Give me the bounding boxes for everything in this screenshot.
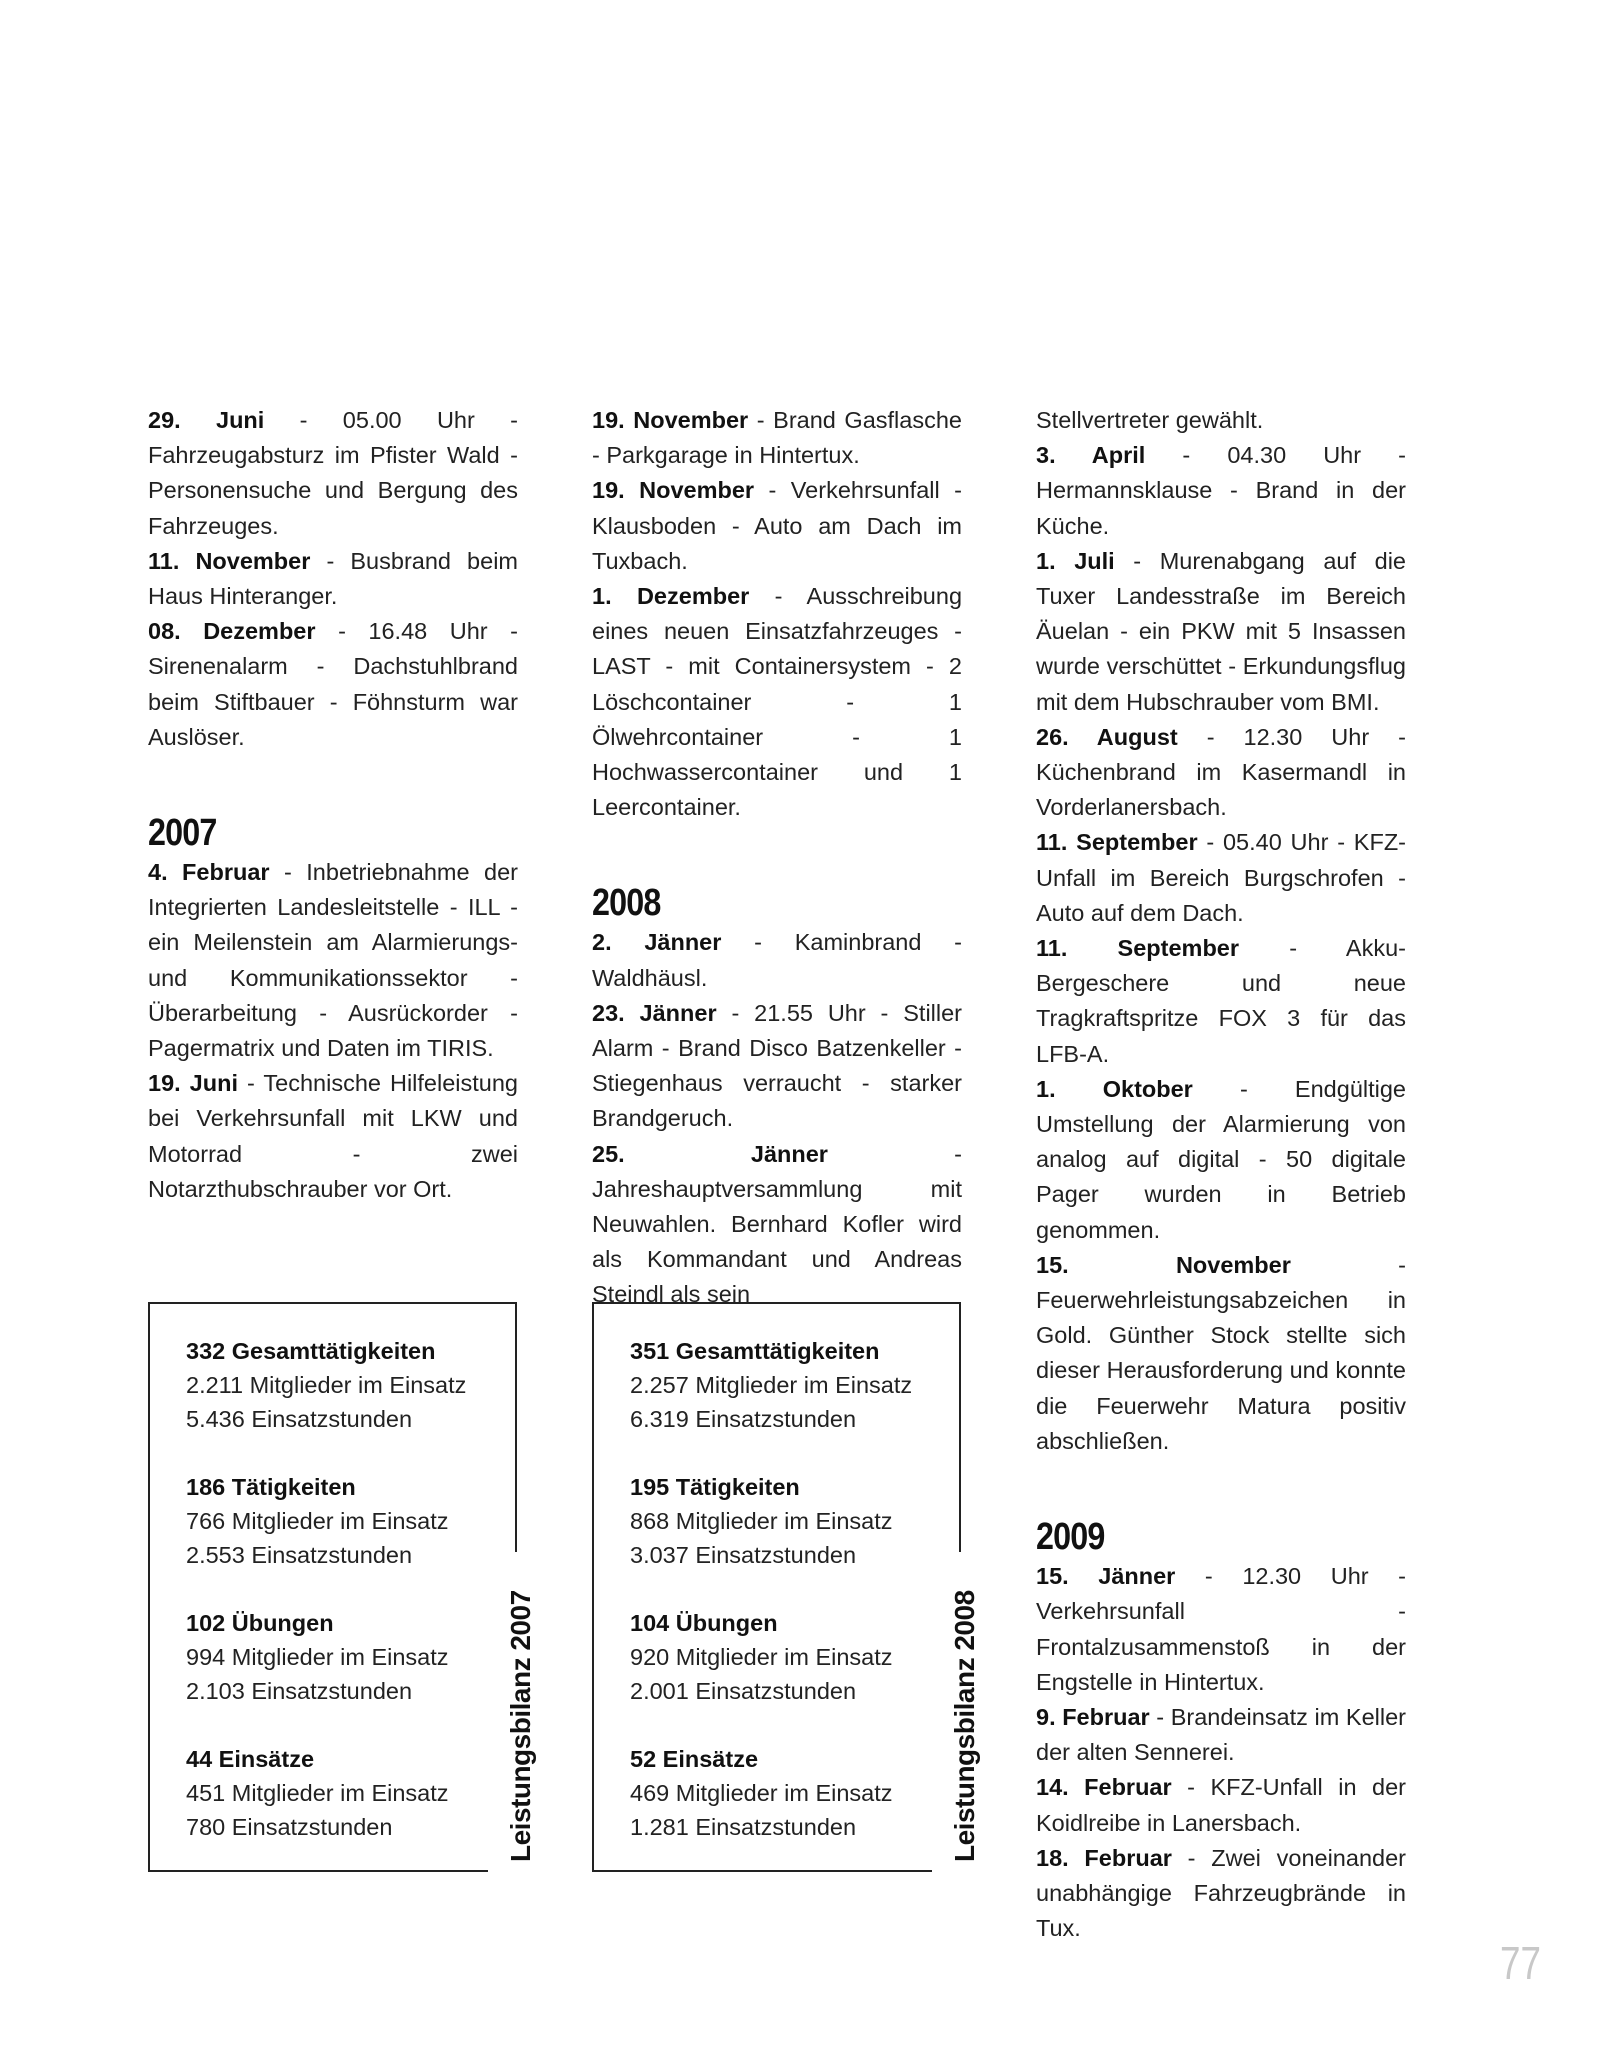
stat-line: 2.103 Einsatzstunden [186,1678,413,1704]
entry-text: - 05.00 Uhr - Fahrzeugabsturz im Pfister Wald - Personensuche und Bergung des Fahrzeuges. [148,407,518,539]
chronicle-entry [148,855,518,1066]
entry-date: 26. August [1036,723,1178,750]
box-border-right [959,1302,961,1552]
year-spacer [148,755,518,811]
stat-group [630,1334,912,1436]
stat-heading: 102 Übungen [186,1610,334,1636]
chronicle-entry [592,996,962,1137]
entry-date: 9. Februar [1036,1703,1150,1730]
stat-line: 994 Mitglieder im Einsatz [186,1644,449,1670]
chronicle-entry [592,1137,962,1313]
chronicle-entry [592,579,962,825]
chronicle-entry [1036,1559,1406,1700]
entry-text: - Murenabgang auf die Tuxer Landesstraße im Bereich Äuelan - ein PKW mit 5 Insassen wurde verschüttet - Erkundungsflug mit dem Hubschrauber vom BMI. [1036,547,1406,715]
entry-text: - Technische Hilfeleistung bei Verkehrsunfall mit LKW und Motorrad - zwei Notarzthubschrauber vor Ort. [148,1070,518,1202]
stat-line: 2.211 Mitglieder im Einsatz [186,1372,467,1398]
stat-heading: 351 Gesamttätigkeiten [630,1338,880,1364]
stat-group [630,1470,912,1572]
entry-text: - Inbetriebnahme der Integrierten Landesleitstelle - ILL - ein Meilenstein am Alarmierungs- und Kommunikationssektor - Überarbeitung - Ausrückorder - Pagermatrix und Daten im TIRIS. [148,859,518,1062]
column-3 [1036,403,1406,1946]
stat-line: 2.257 Mitglieder im Einsatz [630,1372,913,1398]
entry-text: - Kaminbrand - Waldhäusl. [592,929,962,991]
chronicle-entry [1036,544,1406,720]
stat-line: 5.436 Einsatzstunden [186,1406,413,1432]
bilanz-2008-stats [630,1334,912,1878]
box-border-top [592,1302,961,1304]
leistungsbilanz-2008-box [592,1302,980,1872]
stat-line: 2.553 Einsatzstunden [186,1542,413,1568]
stat-group [186,1742,466,1844]
entry-date: 1. Dezember [592,583,750,610]
page-number: 77 [1500,1937,1541,1989]
year-spacer [1036,1459,1406,1515]
entry-text: - 12.30 Uhr - Verkehrsunfall - Frontalzusammenstoß in der Engstelle in Hintertux. [1036,1563,1406,1695]
entry-date: 23. Jänner [592,999,717,1026]
entry-text: - Verkehrsunfall - Klausboden - Auto am Dach im Tuxbach. [592,477,962,574]
box-border-right [515,1302,517,1552]
bilanz-2007-stats [186,1334,466,1878]
entry-date: 2. Jänner [592,929,722,956]
entry-text: Stellvertreter gewählt. [1036,407,1264,433]
entry-date: 15. November [1036,1251,1291,1278]
entry-date: 4. Februar [148,859,270,886]
year-heading: 2007 [148,812,217,855]
year-spacer [592,825,962,881]
stat-heading: 186 Tätigkeiten [186,1474,356,1500]
box-border-top [148,1302,517,1304]
chronicle-entry [1036,1770,1406,1840]
entry-date: 08. Dezember [148,618,316,645]
year-heading: 2009 [1036,1516,1105,1559]
bilanz-2007-label: Leistungsbilanz 2007 [505,1590,536,1862]
chronicle-entry [1036,1072,1406,1248]
chronicle-entry [1036,1841,1406,1947]
stat-line: 780 Einsatzstunden [186,1814,393,1840]
chronicle-entry [1036,438,1406,544]
stat-heading: 44 Einsätze [186,1746,315,1772]
stat-group [186,1470,466,1572]
stat-line: 766 Mitglieder im Einsatz [186,1508,449,1534]
stat-line: 2.001 Einsatzstunden [630,1678,857,1704]
entry-text: - Endgültige Umstellung der Alarmierung von analog auf digital - 50 digitale Pager wurden in Betrieb genommen. [1036,1075,1406,1243]
entry-date: 19. November [592,477,755,504]
chronicle-entry [1036,720,1406,826]
entry-text: - 12.30 Uhr - Küchenbrand im Kasermandl in Vorderlanersbach. [1036,723,1406,821]
stat-line: 469 Mitglieder im Einsatz [630,1780,893,1806]
entry-text: - Busbrand beim Haus Hinteranger. [148,547,518,610]
entry-date: 11. September [1036,829,1198,856]
entry-text: - 05.40 Uhr - KFZ-Unfall im Bereich Burgschrofen - Auto auf dem Dach. [1036,829,1406,926]
entry-date: 11. November [148,547,311,574]
chronicle-entry [1036,825,1406,931]
entry-text: - Jahreshauptversammlung mit Neuwahlen. Bernhard Kofler wird als Kommandant und Andreas Steindl als sein [592,1140,962,1308]
entry-date: 1. Oktober [1036,1075,1193,1102]
stat-heading: 52 Einsätze [630,1746,759,1772]
entry-date: 29. Juni [148,407,265,433]
chronicle-entry [1036,1700,1406,1770]
entry-date: 11. September [1036,935,1240,962]
chronicle-entry [592,925,962,995]
year-heading: 2008 [592,882,661,925]
entry-date: 18. Februar [1036,1844,1172,1871]
entry-date: 14. Februar [1036,1774,1172,1801]
entry-date: 3. April [1036,442,1146,469]
entry-text: - 21.55 Uhr - Stiller Alarm - Brand Disco Batzenkeller - Stiegenhaus verraucht - starker Brandgeruch. [592,999,963,1132]
entry-text: - Zwei voneinander unabhängige Fahrzeugbrände in Tux. [1036,1844,1406,1942]
entry-text: - Akku-Bergeschere und neue Tragkraftspritze FOX 3 für das LFB-A. [1036,935,1406,1067]
box-border-left [148,1302,150,1872]
stat-heading: 104 Übungen [630,1610,778,1636]
stat-group [630,1606,912,1708]
box-border-left [592,1302,594,1872]
leistungsbilanz-2007-box [148,1302,536,1872]
chronicle-entry [148,544,518,614]
chronicle-entry [148,614,518,755]
chronicle-entry [592,403,962,473]
stat-line: 920 Mitglieder im Einsatz [630,1644,893,1670]
column-2 [592,403,962,1313]
chronicle-entry [1036,403,1406,438]
stat-group [186,1606,466,1708]
chronicle-entry [1036,931,1406,1072]
stat-group [630,1742,912,1844]
bilanz-2008-label: Leistungsbilanz 2008 [949,1590,980,1862]
entry-date: 15. Jänner [1036,1563,1176,1590]
entry-date: 19. Juni [148,1070,238,1097]
entry-text: - Feuerwehrleistungsabzeichen in Gold. Günther Stock stellte sich dieser Herausforderung und konnte die Feuerwehr Matura positiv abschließen. [1036,1251,1406,1454]
entry-text: - 04.30 Uhr - Hermannsklause - Brand in der Küche. [1036,442,1406,539]
stat-line: 3.037 Einsatzstunden [630,1542,857,1568]
chronicle-entry [148,403,518,544]
stat-group [186,1334,466,1436]
stat-line: 1.281 Einsatzstunden [630,1814,857,1840]
chronicle-entry [592,473,962,579]
entry-date: 1. Juli [1036,547,1115,574]
entry-text: - Ausschreibung eines neuen Einsatzfahrzeuges - LAST - mit Containersystem - 2 Löschcontainer - 1 Ölwehrcontainer - 1 Hochwassercontainer und 1 Leercontainer. [592,583,963,821]
entry-text: - 16.48 Uhr - Sirenenalarm - Dachstuhlbrand beim Stiftbauer - Föhnsturm war Auslöser. [148,618,518,750]
entry-text: - KFZ-Unfall in der Koidlreibe in Lanersbach. [1036,1774,1406,1836]
entry-date: 25. Jänner [592,1140,828,1167]
stat-heading: 195 Tätigkeiten [630,1474,800,1500]
stat-line: 451 Mitglieder im Einsatz [186,1780,449,1806]
stat-heading: 332 Gesamttätigkeiten [186,1338,436,1364]
entry-text: - Brand Gasflasche - Parkgarage in Hintertux. [592,407,962,469]
chronicle-entry [1036,1248,1406,1459]
entry-text: - Brandeinsatz im Keller der alten Sennerei. [1036,1703,1406,1766]
stat-line: 868 Mitglieder im Einsatz [630,1508,893,1534]
entry-date: 19. November [592,407,749,433]
column-1 [148,403,518,1207]
chronicle-entry [148,1066,518,1207]
stat-line: 6.319 Einsatzstunden [630,1406,857,1432]
